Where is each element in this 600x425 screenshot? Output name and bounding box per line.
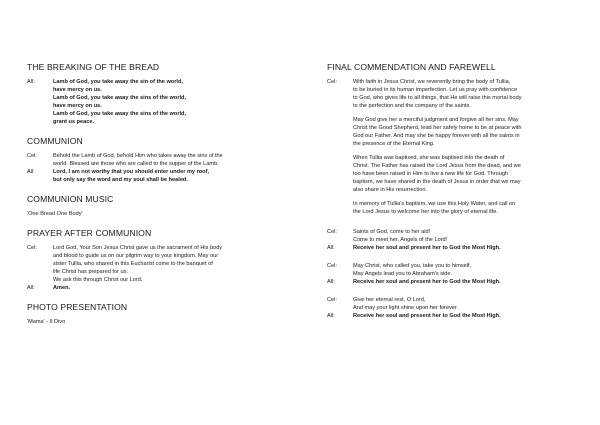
text-line: world. Blessed are those who are called to the supper of the Lamb. bbox=[53, 161, 219, 167]
speaker-label: Cel: bbox=[327, 229, 337, 235]
text-line: the presence of the Eternal King. bbox=[353, 141, 435, 147]
text-line: Lord, I am not worthy that you should enter under my roof, bbox=[53, 169, 210, 175]
paragraph bbox=[353, 200, 579, 216]
speaker-label: All: bbox=[327, 245, 335, 251]
response-row bbox=[27, 168, 295, 184]
speaker-label: Cel: bbox=[327, 79, 337, 85]
text-line: Christ the Good Shepherd, lead her safely home to be at peace with bbox=[353, 125, 522, 131]
speaker-label: Cel: bbox=[327, 297, 337, 303]
speaker-label: Cel: bbox=[27, 153, 37, 159]
section-heading: PRAYER AFTER COMMUNION bbox=[27, 228, 152, 238]
prayer-after-communion-section bbox=[27, 228, 295, 292]
text-line: With faith in Jesus Christ, we reverently bring the body of Tullia, bbox=[353, 79, 511, 85]
text-line: May God give her a merciful judgment and forgive all her sins. May bbox=[353, 117, 519, 123]
left-column bbox=[27, 62, 295, 336]
response-text: Receive her soul and present her to God the Most High. bbox=[353, 279, 501, 285]
section-heading: COMMUNION MUSIC bbox=[27, 194, 114, 204]
response-text bbox=[53, 168, 295, 184]
section-heading: COMMUNION bbox=[27, 136, 83, 146]
speaker-label: Cel: bbox=[327, 263, 337, 269]
response-text: Amen. bbox=[53, 285, 71, 291]
celebrant-row bbox=[27, 244, 295, 284]
celebrant-row bbox=[27, 152, 295, 168]
text-line: When Tullia was baptised, she was baptised into the death of bbox=[353, 155, 505, 161]
celebrant-text bbox=[353, 228, 579, 244]
text-line: Give her eternal rest, O Lord, bbox=[353, 297, 426, 303]
celebrant-text bbox=[353, 296, 579, 312]
response-row bbox=[327, 312, 579, 320]
speaker-label: All: bbox=[27, 79, 35, 85]
paragraph bbox=[353, 154, 579, 194]
text-line: to be buried in its human imperfection. Let us pray with confidence bbox=[353, 87, 518, 93]
celebrant-row bbox=[327, 228, 579, 244]
text-line: Come to meet her, Angels of the Lord! bbox=[353, 237, 448, 243]
celebrant-text bbox=[53, 152, 295, 168]
response-row bbox=[27, 284, 295, 292]
paragraph bbox=[353, 78, 579, 110]
photo-song-title: 'Mama' - Il Divo bbox=[27, 319, 66, 325]
celebrant-text bbox=[53, 244, 295, 284]
text-line: And may your light shine upon her forever. bbox=[353, 305, 459, 311]
response-text: Receive her soul and present her to God the Most High. bbox=[353, 313, 501, 319]
speaker-label: All: bbox=[27, 169, 35, 175]
speaker-label: All: bbox=[27, 285, 35, 291]
text-line: Lamb of God, you take away the sin of the world, bbox=[53, 79, 183, 85]
text-line: May Angels lead you to Abraham's side. bbox=[353, 271, 453, 277]
text-line: Lamb of God, you take away the sins of the world, bbox=[53, 95, 187, 101]
text-line: Lamb of God, you take away the sins of the world, bbox=[53, 111, 187, 117]
text-line: to the perfection and the company of the saints. bbox=[353, 103, 471, 109]
section-heading: THE BREAKING OF THE BREAD bbox=[27, 62, 160, 72]
text-line: life Christ has prepared for us. bbox=[53, 269, 128, 275]
text-line: but only say the word and my soul shall be healed. bbox=[53, 177, 188, 183]
text-line: have mercy on us. bbox=[53, 103, 102, 109]
response-block bbox=[327, 228, 579, 252]
response-text: Receive her soul and present her to God the Most High. bbox=[353, 245, 501, 251]
text-line: Lord God, Your Son Jesus Christ gave us the sacrament of His body bbox=[53, 245, 223, 251]
commendation-row bbox=[327, 78, 579, 222]
text-line: sister Tullia, who shared in this Eucharist come to the banquet of bbox=[53, 261, 213, 267]
text-line: In memory of Tullia's baptism, we use this Holy Water, and call on bbox=[353, 201, 516, 207]
photo-presentation-section bbox=[27, 302, 295, 326]
text-line: grant us peace. bbox=[53, 119, 95, 125]
speaker-label: All: bbox=[327, 313, 335, 319]
paragraph bbox=[353, 116, 579, 148]
celebrant-row bbox=[327, 296, 579, 312]
response-block bbox=[327, 262, 579, 286]
text-line: We ask this through Christ our Lord. bbox=[53, 277, 143, 283]
speaker-label: All: bbox=[327, 279, 335, 285]
breaking-of-bread-section bbox=[27, 62, 295, 126]
text-line: May Christ, who called you, take you to himself, bbox=[353, 263, 472, 269]
text-line: also share in His resurrection. bbox=[353, 187, 427, 193]
response-row bbox=[327, 244, 579, 252]
section-heading: FINAL COMMENDATION AND FAREWELL bbox=[327, 62, 496, 72]
text-line: baptism, we have shared in the death of Jesus in order that we may bbox=[353, 179, 521, 185]
section-heading: PHOTO PRESENTATION bbox=[27, 302, 128, 312]
text-line: Behold the Lamb of God, behold Him who takes away the sins of the bbox=[53, 153, 223, 159]
response-text bbox=[53, 78, 295, 126]
celebrant-text bbox=[353, 262, 579, 278]
text-line: too have been raised in Him to live a new life for God. Through bbox=[353, 171, 509, 177]
response-row bbox=[27, 78, 295, 126]
response-block bbox=[327, 296, 579, 320]
speaker-label: Cel: bbox=[27, 245, 37, 251]
celebrant-row bbox=[327, 262, 579, 278]
text-line: to God, who gives life to all things, that He will raise this mortal body bbox=[353, 95, 522, 101]
text-line: God our Father. And may she be happy forever with all the saints in bbox=[353, 133, 520, 139]
text-line: have mercy on us. bbox=[53, 87, 102, 93]
text-line: and blood to guide us on our pilgrim way to your kingdom. May our bbox=[53, 253, 219, 259]
communion-music-section bbox=[27, 194, 295, 218]
text-line: Christ. The Father has raised the Lord Jesus from the dead, and we bbox=[353, 163, 521, 169]
commendation-text bbox=[353, 78, 579, 222]
music-title: 'One Bread One Body' bbox=[27, 211, 83, 217]
right-column bbox=[327, 62, 579, 330]
communion-section bbox=[27, 136, 295, 184]
response-row bbox=[327, 278, 579, 286]
text-line: the Lord Jesus to welcome her into the glory of eternal life. bbox=[353, 209, 498, 215]
text-line: Saints of God, come to her aid! bbox=[353, 229, 431, 235]
